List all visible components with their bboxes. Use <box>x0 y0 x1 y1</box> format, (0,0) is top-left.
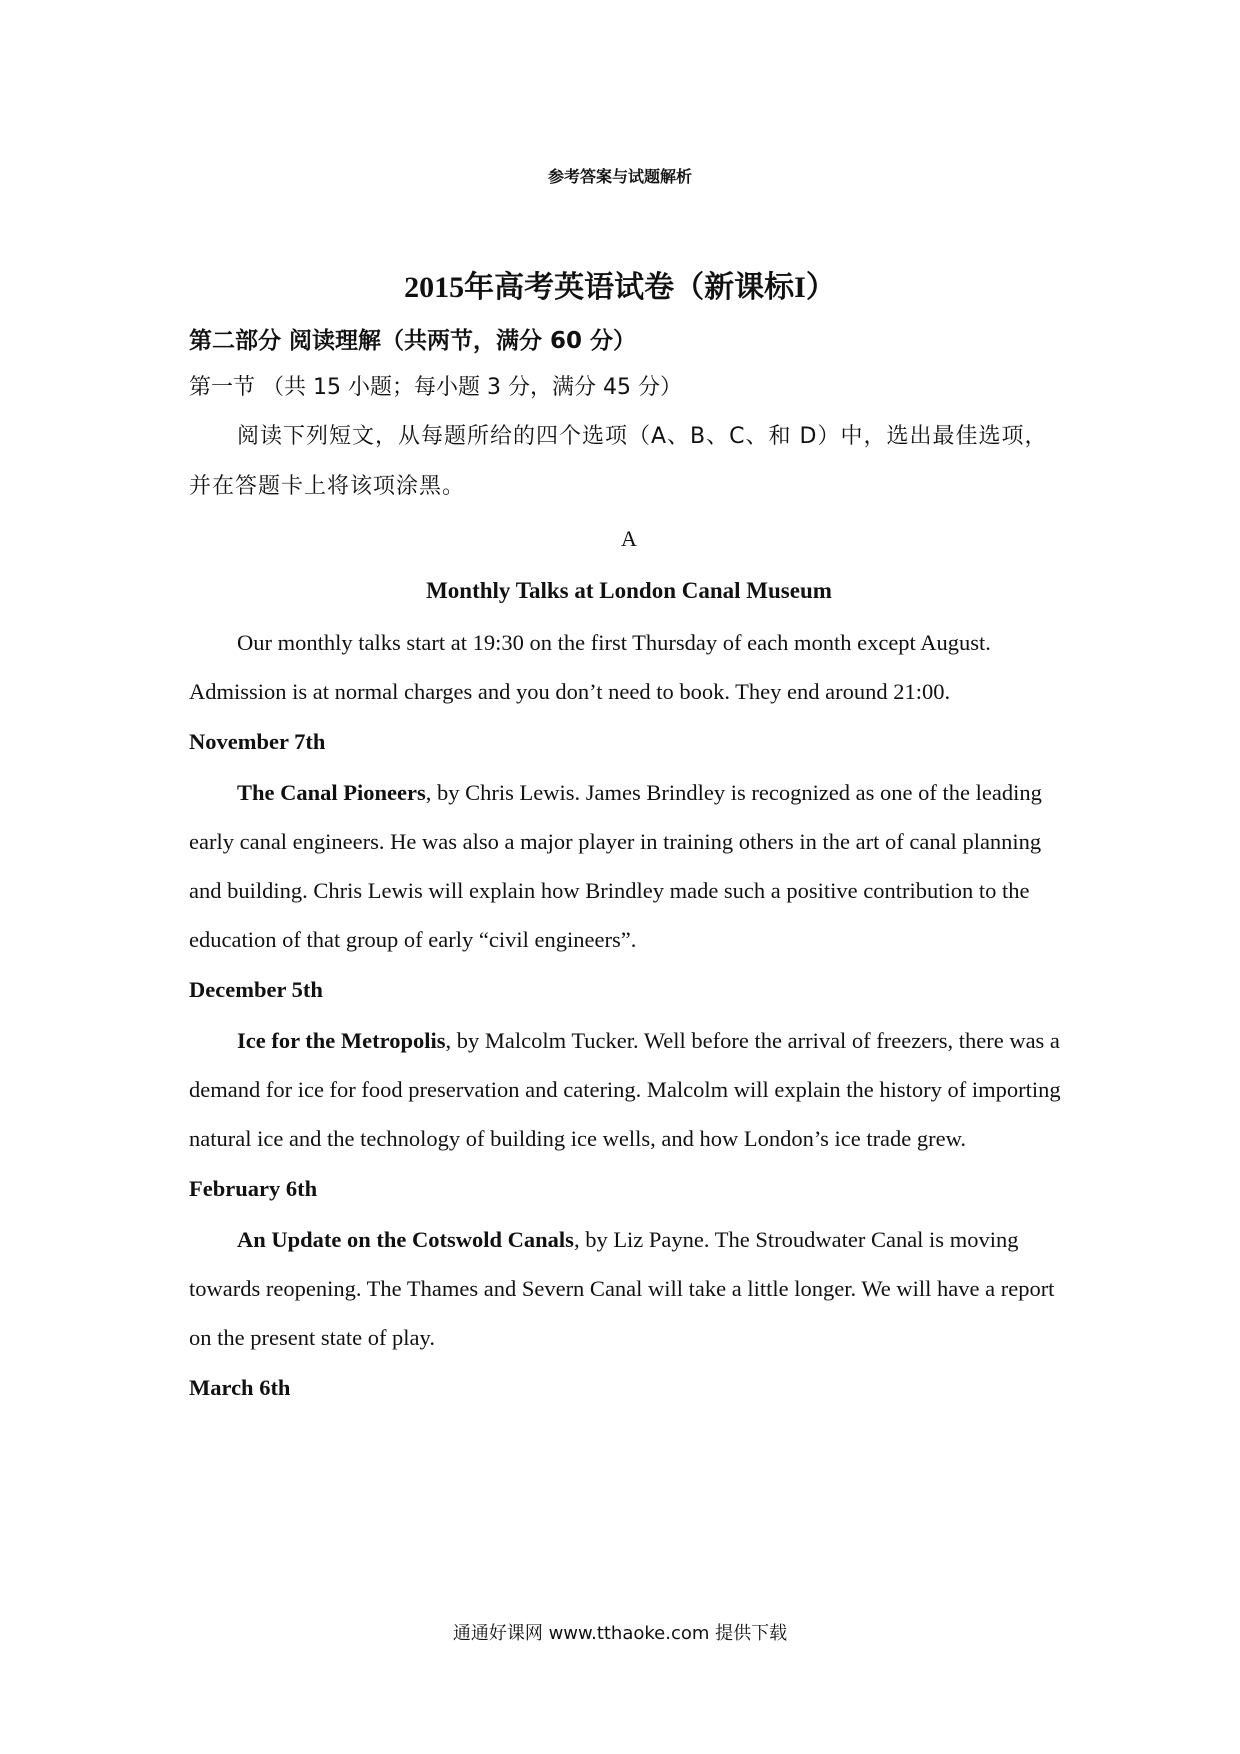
event-date: February 6th <box>189 1176 318 1201</box>
event-date: December 5th <box>189 977 323 1002</box>
paper-title: 2015年高考英语试卷（新课标I） <box>404 271 836 304</box>
instructions: 阅读下列短文，从每题所给的四个选项（A、B、C、和 D）中，选出最佳选项，并在答题卡上将该项涂黑。 <box>189 424 1048 499</box>
event-description <box>189 768 1069 964</box>
event-date: November 7th <box>189 729 326 754</box>
talk-body: , by Liz Payne. The Stroudwater Canal is moving towards reopening. The Thames and Severn Canal will take a little longer. We will have a report on the present state of play. <box>189 1227 1055 1350</box>
footer-download-note: 通通好课网 www.tthaoke.com 提供下载 <box>452 1623 788 1644</box>
event-description <box>189 1215 1069 1362</box>
passage-intro: Our monthly talks start at 19:30 on the first Thursday of each month except August. Admission is at normal charges and you don’t need to book. They end around 21:00. <box>189 630 991 704</box>
event-description <box>189 1016 1069 1163</box>
talk-body: , by Malcolm Tucker. Well before the arrival of freezers, there was a demand for ice for food preservation and catering. Malcolm will explain the history of importing natural ice and the technology of building ice wells, and how London’s ice trade grew. <box>189 1028 1061 1151</box>
section-line: 第一节 （共 15 小题；每小题 3 分，满分 45 分） <box>189 375 682 400</box>
talk-title: The Canal Pioneers <box>237 780 426 805</box>
talk-title: An Update on the Cotswold Canals <box>237 1227 574 1252</box>
talk-title: Ice for the Metropolis <box>237 1028 446 1053</box>
talk-body: , by Chris Lewis. James Brindley is recognized as one of the leading early canal engineers. He was also a major player in training others in the art of canal planning and building. Chris Lewis will explain how Brindley made such a positive contribution to the education of that group of early “civil engineers”. <box>189 780 1042 952</box>
passage-title: Monthly Talks at London Canal Museum <box>426 578 832 603</box>
header-note: 参考答案与试题解析 <box>547 167 692 186</box>
event-date: March 6th <box>189 1375 291 1400</box>
page-content <box>189 318 1069 1414</box>
passage-letter: A <box>621 526 637 551</box>
part-heading: 第二部分 阅读理解（共两节，满分 60 分） <box>189 328 637 354</box>
